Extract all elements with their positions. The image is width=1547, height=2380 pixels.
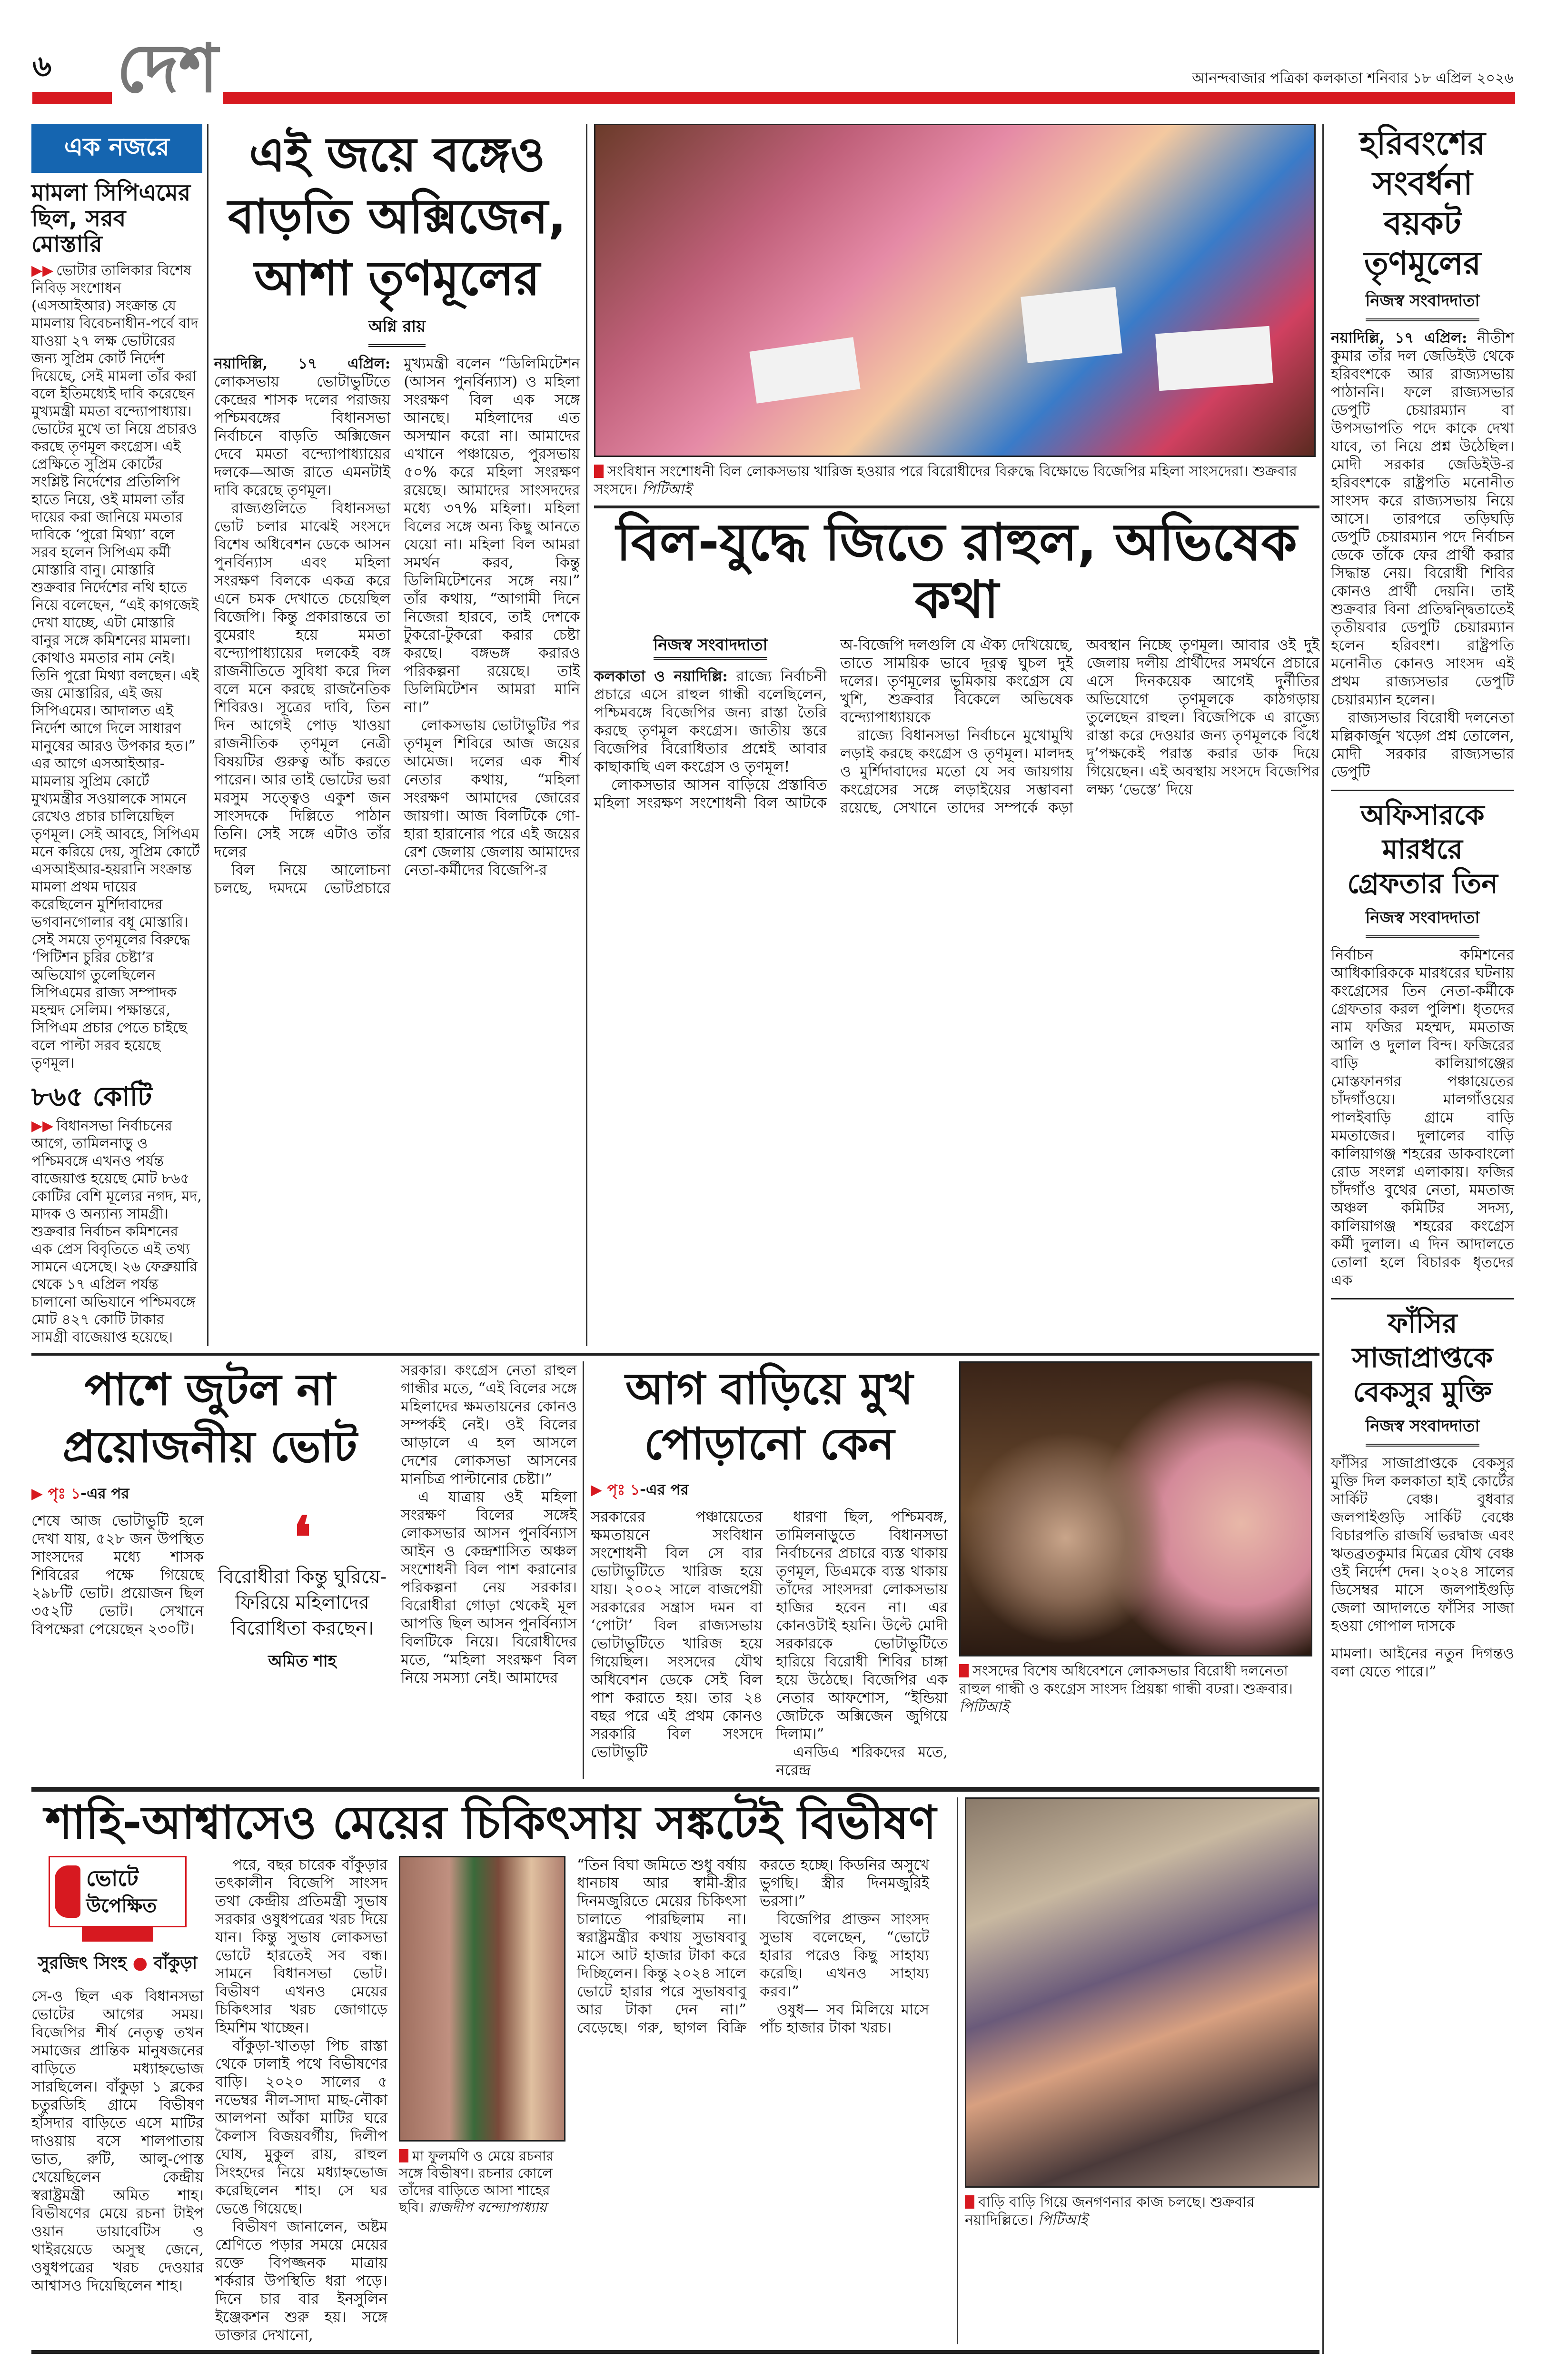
center-column [587, 124, 1319, 1346]
headline-line: হরিবংশের [1359, 125, 1486, 162]
pull-quote [216, 1504, 388, 1676]
harivansh-byline [1331, 288, 1514, 321]
headline-line: আশা তৃণমূলের [254, 250, 540, 306]
paragraph: বিজেপির প্রাক্তন সাংসদ সুভাষ বলেছেন, “ভোটে হারার পরেও কিছু সাহায্য করেছি। এখনও সাহায্য করব।” [760, 1911, 929, 2001]
acquittal-headline [1331, 1306, 1514, 1409]
byline-text: নিজস্ব সংবাদদাতা [1366, 905, 1480, 938]
bibhishan-byline: সুরজিৎ সিংহ ● বাঁকুড়া [38, 1954, 198, 1973]
paragraph: এ যাত্রায় ওই মহিলা সংরক্ষণ বিলের সঙ্গেই লোকসভার আসন পুনর্বিন্যাস আইন ও কেন্দ্রশাসিত অঞ্চল সংশোধনী বিল পাশ করানোর পরিকল্পনা নেয় সরকার। বিরোধীরা গোড়া থেকেই মূল আপত্তি ছিল আসন পুনর্বিন্যাস বিলটিকে নিয়ে। বিরোধীদের মতে, “মহিলা সংরক্ষণ বিল নিয়ে সমস্যা নেই। আমাদের [401, 1488, 577, 1686]
bill-body [594, 636, 1319, 817]
continued-suffix: -এর পর [640, 1481, 689, 1498]
paragraph: রাজ্যগুলিতে বিধানসভা ভোট চলার মাঝেই সংসদে বিশেষ অধিবেশন ডেকে আসন পুনর্বিন্যাস এবং মহিলা সংরক্ষণ বিলকে একত্র করে এনে চমক দেখাতে চেয়েছিল বিজেপি। কিন্তু প্রকারান্তরে তা বুমেরাং হয়ে মমতা বন্দ্যোপাধ্যায়ের দলকেই বঙ্গ রাজনীতিতে সুবিধা করে দিল বলে মনে করছে রাজনৈতিক শিবিরও। সূত্রের দাবি, তিন দিন আগেই পোড় খাওয়া রাজনীতিক তৃণমূল নেত্রী বিষয়টির গুরুত্ব আঁচ করতে পারেন। আর তাই ভোটের ভরা মরসুম সত্ত্বেও একুশ জন সাংসদকে দিল্লিতে পাঠান তিনি। সেই সঙ্গে এটাও তাঁর দলের [214, 500, 391, 861]
caption-text: সংবিধান সংশোধনী বিল লোকসভায় খারিজ হওয়ার পরে বিরোধীদের বিরুদ্ধে বিক্ষোভে বিজেপির মহিলা সাংসদেরা। শুক্রবার সংসদে। [594, 463, 1297, 498]
votes-story [31, 1361, 584, 1779]
photo-credit: পিটিআই [642, 481, 692, 498]
section-rule [31, 1353, 1319, 1356]
votes-body-col1 [31, 1512, 204, 1676]
acquittal-byline [1331, 1414, 1514, 1447]
thumbs-down-icon [55, 1865, 80, 1918]
headline-line: ফাঁসির [1388, 1307, 1458, 1339]
photo-credit: পিটিআই [959, 1698, 1009, 1716]
harivansh-headline [1331, 124, 1514, 284]
officer-headline [1331, 798, 1514, 901]
headline-line: প্রয়োজনীয় ভোট [62, 1421, 357, 1472]
continued-marker: ▶ পৃঃ ১-এর পর [31, 1485, 129, 1502]
section-rule [594, 506, 1319, 508]
byline-text: নিজস্ব সংবাদদাতা [1366, 1414, 1480, 1447]
placard [1155, 326, 1273, 391]
section-rule [1331, 1298, 1514, 1299]
headline-line: আগ বাড়িয়ে মুখ [625, 1363, 913, 1414]
paragraph: “তিন বিঘা জমিতে শুধু বর্ষায় ধানচাষ আর স্বামী-স্ত্রীর দিনমজুরিতে মেয়ের চিকিৎসা চালাতে পারছিলাম না। স্বরাষ্ট্রমন্ত্রীর কথায় সুভাষবাবু মাসে আট হাজার টাকা করে দিচ্ছিলেন। কিন্তু ২০২৪ সালে ভোটে হারার পরে সুভাষবাবু আর টাকা দেন না।” বেড়েছে। গরু, ছাগল বিক্রি করতে হচ্ছে। কিডনির অসুখে ভুগছি। স্ত্রীর দিনমজুরিই ভরসা।” [577, 1856, 929, 2037]
rahul-priyanka-photo [959, 1361, 1312, 1656]
paragraph: সরকার। কংগ্রেস নেতা রাহুল গান্ধীর মতে, “এই বিলের সঙ্গে মহিলাদের ক্ষমতায়নের কোনও সম্পর্কই নেই। ওই বিলের আড়ালে এ হল আসলে দেশের লোকসভা আসনের মানচিত্র পাল্টানোর চেষ্টা।” [401, 1361, 577, 1488]
continued-suffix: -এর পর [80, 1485, 129, 1502]
paragraph: বিভীষণ জানালেন, অষ্টম শ্রেণিতে পড়ার সময়ে মেয়ের রক্তে বিপজ্জনক মাত্রায় শর্করার উপস্থিতি ধরা পড়ে। দিনে চার বার ইনসুলিন ইঞ্জেকশন শুরু হয়। সঙ্গে ডাক্তার দেখানো, [215, 2218, 387, 2344]
acquittal-story [1331, 1306, 1514, 1635]
why-left [591, 1361, 948, 1779]
paragraph: এনডিএ শরিকদের মতে, নরেন্দ্র [776, 1743, 948, 1779]
photo-credit: পিটিআই [1038, 2211, 1088, 2229]
section-rule [1331, 790, 1514, 791]
at-a-glance-title: এক নজরে [31, 124, 202, 173]
census-photo [965, 1797, 1319, 2188]
pull-quote-text: বিরোধীরা কিন্তু ঘুরিয়ে-ফিরিয়ে মহিলাদের বিরোধিতা করছেন। [218, 1566, 387, 1639]
continued-marker: ▶ পৃঃ ১-এর পর [591, 1481, 689, 1498]
headline-line: সংবর্ধনা [1372, 165, 1473, 202]
paragraph: লোকসভায় ভোটাভুটিতে কেন্দ্রের শাসক দলের পরাজয় পশ্চিমবঙ্গের বিধানসভা নির্বাচনে বাড়তি অক্সিজেন দেবে মমতা বন্দ্যোপাধ্যায়ের দলকে—আজ রাতে এমনটাই দাবি করেছে তৃণমূল। [214, 373, 391, 499]
page-header [0, 0, 1547, 114]
paragraph: শেষে আজ ভোটাভুটি হলে দেখা যায়, ৫২৮ জন উপস্থিত সাংসদের মধ্যে শাসক শিবিরের পক্ষে গিয়েছে ২৯৮টি ভোট। প্রয়োজন ছিল ৩৫২টি ভোট। সেখানে বিপক্ষেরা পেয়েছেন ২৩০টি। [31, 1512, 204, 1638]
byline-name: সুরজিৎ সিংহ [38, 1954, 127, 1973]
paragraph: লোকসভার আসন বাড়িয়ে প্রস্তাবিত মহিলা সংরক্ষণ সংশোধনী বিল আটকে অ-বিজেপি দলগুলি যে ঐক্য দেখিয়েছে, তাতে সাময়িক ভাবে দূরত্ব ঘুচল দুই দলের। তৃণমূলের ভূমিকায় কংগ্রেস যে খুশি, শুক্রবার বিকেলে অভিষেক বন্দ্যোপাধ্যায়কে [594, 636, 1073, 812]
glance-headline: মামলা সিপিএমের ছিল, সরব মোস্তারি [31, 179, 191, 258]
headline-line: মারধরে [1382, 833, 1463, 865]
bill-headline: বিল-যুদ্ধে জিতে রাহুল, অভিষেক কথা [616, 513, 1298, 630]
lead-byline [214, 314, 580, 347]
lead-body [214, 355, 580, 897]
section-rule [31, 1787, 1319, 1792]
page-number: ৬ [32, 49, 52, 83]
acquittal-body [1331, 1454, 1514, 1635]
bibhishan-col1-wrap [31, 1856, 204, 2344]
middle-tier [31, 1361, 1319, 1779]
bill-byline [594, 636, 827, 660]
glance-text: ভোটার তালিকার বিশেষ নিবিড় সংশোধন (এসআইআর) সংক্রান্ত যে মামলায় বিবেচনাধীন-পর্বে বাদ যাওয়া ২৭ লক্ষ ভোটারের জন্য সুপ্রিম কোর্ট নির্দেশ দিয়েছে, সেই মামলা তাঁর করা বলে ইতিমধ্যেই দাবি করেছেন মুখ্যমন্ত্রী মমতা বন্দ্যোপাধ্যায়। ভোটের মুখে তা নিয়ে প্রচারও করছে তৃণমূল কংগ্রেস। এই প্রেক্ষিতে সুপ্রিম কোর্টের সংশ্লিষ্ট নির্দেশের প্রতিলিপি হাতে নিয়ে, ওই মামলা তাঁর দায়ের করা জানিয়ে মমতার দাবিকে ‘পুরো মিথ্যা’ বলে সরব হলেন সিপিএম কর্মী মোস্তারি বানু। মোস্তারি শুক্রবার নির্দেশের নথি হাতে নিয়ে বলেছেন, “এই কাগজেই দেখা যাচ্ছে, এটা মোস্তারি বানুর সঙ্গে কমিশনের মামলা। কোথাও মমতার নাম নেই। তিনি পুরো মিথ্যা বলছেন। এই জয় মোস্তারির, এই জয় সিপিএমের। আদালত এই নির্দেশ আগে দিলে সাধারণ মানুষের আরও উপকার হত।” এর আগে এসআইআর-মামলায় সুপ্রিম কোর্টে মুখ্যমন্ত্রীর সওয়ালকে সামনে রেখেও প্রচার চালিয়েছিল তৃণমূল। সেই আবহে, সিপিএম মনে করিয়ে দেয়, সুপ্রিম কোর্টে এসআইআর-হয়রানি সংক্রান্ত মামলা প্রথম দায়ের করেছিলেন মুর্শিদাবাদের ভগবানগোলার বধূ মোস্তারি। সেই সময়ে তৃণমূলের বিরুদ্ধে ‘পিটিশন চুরির চেষ্টা’র অভিযোগ তুলেছিলেন সিপিএমের রাজ্য সম্পাদক মহম্মদ সেলিম। পক্ষান্তরে, সিপিএম প্রচার পেতে চাইছে বলে পাল্টা সরব হয়েছে তৃণমূল। [31, 262, 200, 1072]
headline-line: সাজাপ্রাপ্তকে [1352, 1341, 1493, 1374]
census-column [958, 1797, 1319, 2345]
headline-line: বেকসুর মুক্তি [1353, 1376, 1492, 1408]
headline-line: পাশে জুটল না [84, 1364, 336, 1415]
lead-headline [214, 124, 580, 309]
bibhishan-col2 [215, 1856, 387, 2344]
main-area [31, 124, 1319, 2354]
glance-body: ▶▶ বিধানসভা নির্বাচনের আগে, তামিলনাড়ু ও পশ্চিমবঙ্গে এখনও পর্যন্ত বাজেয়াপ্ত হয়েছে মোট ৮৬৫ কোটির বেশি মূল্যের নগদ, মদ, মাদক ও অন্যান্য সামগ্রী। শুক্রবার নির্বাচন কমিশনের এক প্রেস বিবৃতিতে এই তথ্য সামনে এসেছে। ২৬ ফেব্রুয়ারি থেকে ১৭ এপ্রিল পর্যন্ত চালানো অভিযানে পশ্চিমবঙ্গে মোট ৪২৭ কোটি টাকার সামগ্রী বাজেয়াপ্ত হয়েছে। [31, 1117, 202, 1346]
bibhishan-col3 [577, 1856, 929, 2344]
byline-text: নিজস্ব সংবাদদাতা [1366, 288, 1480, 321]
series-logo-line: ভোটে [86, 1865, 139, 1892]
headline-line: গ্রেফতার তিন [1347, 867, 1498, 900]
bibhishan-columns [31, 1856, 950, 2344]
dateline: নয়াদিল্লি, ১৭ এপ্রিল: [214, 355, 391, 372]
why-story [584, 1361, 1319, 1779]
lead-story [208, 124, 587, 1346]
bibhishan-headline: শাহি-আশ্বাসেও মেয়ের চিকিৎসায় সঙ্কটেই বিভীষণ [45, 1795, 936, 1849]
series-logo-voteupekkhito [49, 1856, 187, 1927]
votes-headline [31, 1361, 388, 1476]
bibhishan-photo-column [399, 1856, 565, 2344]
why-photo-column [959, 1361, 1312, 1779]
paragraph: ফাঁসির সাজাপ্রাপ্তকে বেকসুর মুক্তি দিল কলকাতা হাই কোর্টের সার্কিট বেঞ্চ। বুধবার জলপাইগুড়ি সার্কিট বেঞ্চে বিচারপতি রাজর্ষি ভরদ্বাজ এবং ঋতব্রতকুমার মিত্রের যৌথ বেঞ্চ ওই নির্দেশ দেন। ২০২৪ সালের ডিসেম্বর মাসে জলপাইগুড়ি জেলা আদালতে ফাঁসির সাজা হওয়া গোপাল দাসকে [1331, 1455, 1514, 1635]
officer-story [1331, 798, 1514, 1289]
glance-body: ▶▶ ভোটার তালিকার বিশেষ নিবিড় সংশোধন (এসআইআর) সংক্রান্ত যে মামলায় বিবেচনাধীন-পর্বে বাদ যাওয়া ২৭ লক্ষ ভোটারের জন্য সুপ্রিম কোর্ট নির্দেশ দিয়েছে, সেই মামলা তাঁর করা বলে ইতিমধ্যেই দাবি করেছেন মুখ্যমন্ত্রী মমতা বন্দ্যোপাধ্যায়। ভোটের মুখে তা নিয়ে প্রচারও করছে তৃণমূল কংগ্রেস। এই প্রেক্ষিতে সুপ্রিম কোর্টের সংশ্লিষ্ট নির্দেশের প্রতিলিপি হাতে নিয়ে, ওই মামলা তাঁর দায়ের করা জানিয়ে মমতার দাবিকে ‘পুরো মিথ্যা’ বলে সরব হলেন সিপিএম কর্মী মোস্তারি বানু। মোস্তারি শুক্রবার নির্দেশের নথি হাতে নিয়ে বলেছেন, “এই কাগজেই দেখা যাচ্ছে, এটা মোস্তারি বানুর সঙ্গে কমিশনের মামলা। কোথাও মমতার নাম নেই। তিনি পুরো মিথ্যা বলছেন। এই জয় মোস্তারির, এই জয় সিপিএমের। আদালত এই নির্দেশ আগে দিলে সাধারণ মানুষের আরও উপকার হত।” এর আগে এসআইআর-মামলায় সুপ্রিম কোর্টে মুখ্যমন্ত্রীর সওয়ালকে সামনে রেখেও প্রচার চালিয়েছিল তৃণমূল। সেই আবহে, সিপিএম মনে করিয়ে দেয়, সুপ্রিম কোর্টে এসআইআর-হয়রানি সংক্রান্ত মামলা প্রথম দায়ের করেছিলেন মুর্শিদাবাদের ভগবানগোলার বধূ মোস্তারি। সেই সময়ে তৃণমূলের বিরুদ্ধে ‘পিটিশন চুরির চেষ্টা’র অভিযোগ তুলেছিলেন সিপিএমের রাজ্য সম্পাদক মহম্মদ সেলিম। পক্ষান্তরে, সিপিএম প্রচার পেতে চাইছে বলে পাল্টা সরব হয়েছে তৃণমূল। [31, 262, 200, 1072]
dateline: কলকাতা ও নয়াদিল্লি: [594, 667, 728, 685]
headline-line: অফিসারকে [1360, 799, 1485, 831]
paragraph: পরে, বছর চারেক বাঁকুড়ার তৎকালীন বিজেপি সাংসদ তথা কেন্দ্রীয় প্রতিমন্ত্রী সুভাষ সরকার ওষুধপত্রের খরচ দিয়ে যান। কিন্তু সুভাষ লোকসভা ভোটে হারতেই সব বন্ধ। সামনে বিধানসভা ভোট। বিভীষণ এখনও মেয়ের চিকিৎসার খরচ জোগাড়ে হিমশিম খাচ্ছেন। [215, 1856, 387, 2037]
paragraph: রাজ্যে বিধানসভা নির্বাচনে মুখোমুখি লড়াই করছে কংগ্রেস ও তৃণমূল। মালদহ ও মুর্শিদাবাদের মতো যে সব জায়গায় কংগ্রেসের সঙ্গে লড়াইয়ের সম্ভাবনা রয়েছে, সেখানে তাদের সম্পর্কে কড়া অবস্থান নিচ্ছে তৃণমূল। আবার ওই দুই জেলায় দলীয় প্রার্থীদের সমর্থনে প্রচারে এসে দিনকয়েক আগেই দুর্নীতির অভিযোগে তৃণমূলকে কাঠগড়ায় তুলেছেন রাহুল। বিজেপিকে এ রাজ্যে রাস্তা করে দেওয়ার জন্য তৃণমূলকে বিঁধে দু’পক্ষকেই পরাস্ত করার ডাক দিয়ে গিয়েছেন। এই অবস্থায় সংসদে বিজেপির লক্ষ্য ‘ভেস্তে’ দিয়ে [840, 636, 1319, 816]
bibhishan-col1 [31, 1987, 204, 2295]
glance-text: বিধানসভা নির্বাচনের আগে, তামিলনাড়ু ও পশ্চিমবঙ্গে এখনও পর্যন্ত বাজেয়াপ্ত হয়েছে মোট ৮৬৫ কোটির বেশি মূল্যের নগদ, মদ, মাদক ও অন্যান্য সামগ্রী। শুক্রবার নির্বাচন কমিশনের এক প্রেস বিবৃতিতে এই তথ্য সামনে এসেছে। ২৬ ফেব্রুয়ারি থেকে ১৭ এপ্রিল পর্যন্ত চালানো অভিযানে পশ্চিমবঙ্গে মোট ৪২৭ কোটি টাকার সামগ্রী বাজেয়াপ্ত হয়েছে। [31, 1117, 202, 1346]
protest-photo-caption [594, 463, 1319, 499]
paragraph: বাঁকুড়া-খাতড়া পিচ রাস্তা থেকে ঢালাই পথে বিভীষণের বাড়ি। ২০২০ সালের ৫ নভেম্বর নীল-সাদা মাছ-নৌকা আলপনা আঁকা মাটির ঘরে কৈলাস বিজয়বর্গীয়, দিলীপ ঘোষ, মুকুল রায়, রাহুল সিংহদের নিয়ে মধ্যাহ্নভোজ করেছিলেন শাহ। সে ঘর ভেঙে গিয়েছে। [215, 2037, 387, 2218]
rahul-photo-caption [959, 1662, 1312, 1716]
byline-text: অগ্নি রায় [368, 314, 426, 347]
paragraph: নির্বাচন কমিশনের আধিকারিককে মারধরের ঘটনায় কংগ্রেসের তিন নেতা-কর্মীকে গ্রেফতার করল পুলিশ। ধৃতদের নাম ফজির মহম্মদ, মমতাজ আলি ও দুলাল বিন্দ। ফজিরের বাড়ি কালিয়াগঞ্জের মোস্তফানগর পঞ্চায়েতের চাঁদগাঁওয়ে। মালগাঁওয়ের পালইবাড়ি গ্রামে বাড়ি মমতাজের। দুলালের বাড়ি কালিয়াগঞ্জ শহরের ডাকবাংলো রোড সংলগ্ন এলাকায়। ফজির চাঁদগাঁও বুথের নেতা, মমতাজ অঞ্চল কমিটির সদস্য, কালিয়াগঞ্জ শহরের কংগ্রেস কর্মী দুলাল। এ দিন আদালতে তোলা হলে বিচারক ধৃতদের এক [1331, 946, 1514, 1289]
masthead-line: আনন্দবাজার পত্রিকা কলকাতা শনিবার ১৮ এপ্রিল ২০২৬ [1192, 70, 1514, 87]
headline-line: বাড়তি অক্সিজেন, [228, 188, 566, 244]
officer-byline [1331, 905, 1514, 938]
headline-line: এই জয়ে বঙ্গেও [249, 127, 545, 182]
caption-text: বাড়ি বাড়ি গিয়ে জনগণনার কাজ চলছে। শুক্রবার নয়াদিল্লিতে। [965, 2193, 1255, 2229]
continued-page: পৃঃ ১ [48, 1485, 81, 1502]
logo-red-band [82, 1927, 153, 1942]
placard [749, 337, 860, 404]
census-side-text [1331, 1645, 1514, 1681]
series-logo-line: উপেক্ষিত [86, 1894, 157, 1917]
harivansh-story [1331, 124, 1514, 781]
section-logo: দেশ [112, 33, 223, 105]
votes-lower [31, 1504, 388, 1676]
section-rule [31, 2350, 1319, 2354]
paragraph: সে-ও ছিল এক বিধানসভা ভোটের আগের সময়। বিজেপির শীর্ষ নেতৃত্ব তখন সমাজের প্রান্তিক মানুষজনের বাড়িতে মধ্যাহ্নভোজ সারছিলেন। বাঁকুড়া ১ ব্লকের চতুরডিহি গ্রামে বিভীষণ হাঁসদার বাড়িতে এসে মাটির দাওয়ায় বসে শালপাতায় ভাত, রুটি, আলু-পোস্ত খেয়েছিলেন কেন্দ্রীয় স্বরাষ্ট্রমন্ত্রী অমিত শাহ। বিভীষণের মেয়ে রচনা টাইপ ওয়ান ডায়াবেটিস ও থাইরয়েডে অসুস্থ জেনে, ওষুধপত্রের খরচ দেওয়ার আশ্বাসও দিয়েছিলেন শাহ। [31, 1988, 204, 2295]
why-headline [591, 1361, 948, 1472]
bibhishan-family-photo [399, 1856, 565, 2142]
continued-page: পৃঃ ১ [607, 1481, 640, 1498]
quote-mark-icon: ❛ [293, 1504, 312, 1571]
placard [1021, 287, 1122, 363]
paragraph: নীতীশ কুমার তাঁর দল জেডিইউ থেকে হরিবংশকে আর রাজ্যসভায় পাঠাননি। ফলে রাজ্যসভার ডেপুটি চেয়ারম্যান বা উপসভাপতি পদে কাকে দেখা যাবে, তা নিয়ে প্রশ্ন উঠেছিল। মোদী সরকার জেডিইউ-র হরিবংশকে রাষ্ট্রপতি মনোনীত সাংসদ করে রাজ্যসভায় নিয়ে আসে। তারপরে তড়িঘড়ি ডেপুটি চেয়ারম্যান পদে নির্বাচন ডেকে তাঁকে ফের প্রার্থী করার সিদ্ধান্ত নেয়। বিরোধী শিবির কোনও প্রার্থী দেয়নি। তাই শুক্রবার বিনা প্রতিদ্বন্দ্বিতাতেই তৃতীয়বার ডেপুটি চেয়ারম্যান হলেন হরিবংশ। রাষ্ট্রপতি মনোনীত কোনও সাংসদ এই প্রথম রাজ্যসভার ডেপুটি চেয়ারম্যান হলেন। [1331, 329, 1514, 708]
votes-body-col3 [401, 1361, 577, 1779]
page-body [0, 114, 1547, 2354]
byline-text: নিজস্ব সংবাদদাতা [654, 636, 768, 660]
harivansh-body [1331, 329, 1514, 781]
paragraph: বিল নিয়ে আলোচনা চলছে, দমদমে ভোটপ্রচারে মুখ্যমন্ত্রী বলেন “ডিলিমিটেশন (আসন পুনর্বিন্যাস) ও মহিলা সংরক্ষণ বিল এক সঙ্গে আনছে। মহিলাদের এত অসম্মান করো না। আমাদের এখানে পঞ্চায়েত, পুরসভায় ৫০% করে মহিলা সংরক্ষণ রয়েছে। আমাদের সাংসদদের মধ্যে ৩৭% মহিলা। মহিলা বিলের সঙ্গে অন্য কিছু আনতে যেয়ো না। মহিলা বিল আমরা সমর্থন করব, কিন্তু ডিলিমিটেশনের সঙ্গে নয়।” তাঁর কথায়, “আগামী দিনে নিজেরা হারবে, তাই দেশকে টুকরো-টুকরো করার চেষ্টা করছে। বঙ্গভঙ্গ করারও পরিকল্পনা রয়েছে। তাই ডিলিমিটেশন আমরা মানি না।” [214, 355, 580, 897]
officer-body [1331, 946, 1514, 1289]
paragraph: রাজ্যে নির্বাচনী প্রচারে এসে রাহুল গান্ধী বলেছিলেন, পশ্চিমবঙ্গে বিজেপির জন্য রাস্তা তৈরি করছে তৃণমূল কংগ্রেস। জাতীয় স্তরে বিজেপির বিরোধিতার প্রশ্নেই আবার কাছাকাছি এল কংগ্রেস ও তৃণমূল! [594, 667, 827, 775]
header-red-bar [32, 92, 1515, 104]
why-body [591, 1508, 948, 1779]
photo-credit: রাজদীপ বন্দ্যোপাধ্যায় [428, 2199, 547, 2216]
headline-line: পোড়ানো কেন [644, 1418, 894, 1469]
paragraph: রাজ্যসভার বিরোধী দলনেতা মল্লিকার্জুন খড়্গে প্রশ্ন তোলেন, মোদী সরকার রাজ্যসভার ডেপুটি [1331, 709, 1514, 781]
at-a-glance-column [31, 124, 208, 1346]
protest-photo [594, 124, 1316, 457]
bibhishan-story [31, 1797, 958, 2345]
headline-line: তৃণমূলের [1364, 245, 1481, 282]
dateline: নয়াদিল্লি, ১৭ এপ্রিল: [1331, 329, 1468, 347]
top-tier [31, 124, 1319, 1346]
pull-quote-author: অমিত শাহ [268, 1651, 337, 1671]
paragraph: লোকসভায় ভোটাভুটির পর তৃণমূল শিবিরে আজ জয়ের আমেজ। দলের এক শীর্ষ নেতার কথায়, “মহিলা সংরক্ষণ আমাদের জোরের জায়গা। আজ বিলটিকে গো-হারা হারানোর পরে এই জয়ের রেশ জেলায় জেলায় আমাদের নেতা-কর্মীদের বিজেপি-র [404, 717, 580, 879]
byline-place: বাঁকুড়া [153, 1954, 198, 1973]
bottom-tier [31, 1797, 1319, 2345]
right-column [1322, 124, 1514, 2354]
bibhishan-photo-caption [399, 2147, 565, 2216]
census-photo-caption [965, 2193, 1319, 2230]
headline-line: বয়কট [1384, 205, 1461, 242]
paragraph: ওষুধ— সব মিলিয়ে মাসে পাঁচ হাজার টাকা খরচ। [760, 2001, 929, 2037]
glance-headline: ৮৬৫ কোটি [31, 1081, 152, 1113]
votes-left [31, 1361, 388, 1779]
paragraph: মামলা। আইনের নতুন দিগন্তও বলা যেতে পারে।” [1331, 1645, 1514, 1680]
paragraph: ধারণা ছিল, পশ্চিমবঙ্গ, তামিলনাড়ুতে বিধানসভা নির্বাচনের প্রচারে ব্যস্ত থাকায় তৃণমূল, ডিএমকে ব্যস্ত থাকায় তাঁদের সাংসদরা লোকসভায় হাজির হবেন না। এর কোনওটাই হয়নি। উল্টে মোদী সরকারকে ভোটাভুটিতে হারিয়ে বিরোধী শিবির চাঙ্গা হয়ে উঠেছে। বিজেপির এক নেতার আফশোস, “ইন্ডিয়া জোটকে অক্সিজেন জুগিয়ে দিলাম।” [776, 1508, 948, 1743]
caption-text: মা ফুলমণি ও মেয়ে রচনার সঙ্গে বিভীষণ। রচনার কোলে তাঁদের বাড়িতে আসা শাহের ছবি। [399, 2148, 554, 2216]
caption-text: সংসদের বিশেষ অধিবেশনে লোকসভার বিরোধী দলনেতা রাহুল গান্ধী ও কংগ্রেস সাংসদ প্রিয়ঙ্কা গান্ধী বঢরা। শুক্রবার। [959, 1662, 1293, 1697]
paragraph: সরকারের পঞ্চায়েতের ক্ষমতায়নে সংবিধান সংশোধনী বিল সে বার ভোটাভুটিতে খারিজ হয়ে যায়। ২০০২ সালে বাজপেয়ী সরকারের সন্ত্রাস দমন বা ‘পোটা’ বিল রাজ্যসভায় ভোটাভুটিতে খারিজ হয়ে গিয়েছিল। সংসদের যৌথ অধিবেশন ডেকে সেই বিল পাশ করাতে হয়। তার ২৪ বছর পরে এই প্রথম কোনও সরকারি বিল সংসদে ভোটাভুটি [591, 1508, 763, 1761]
